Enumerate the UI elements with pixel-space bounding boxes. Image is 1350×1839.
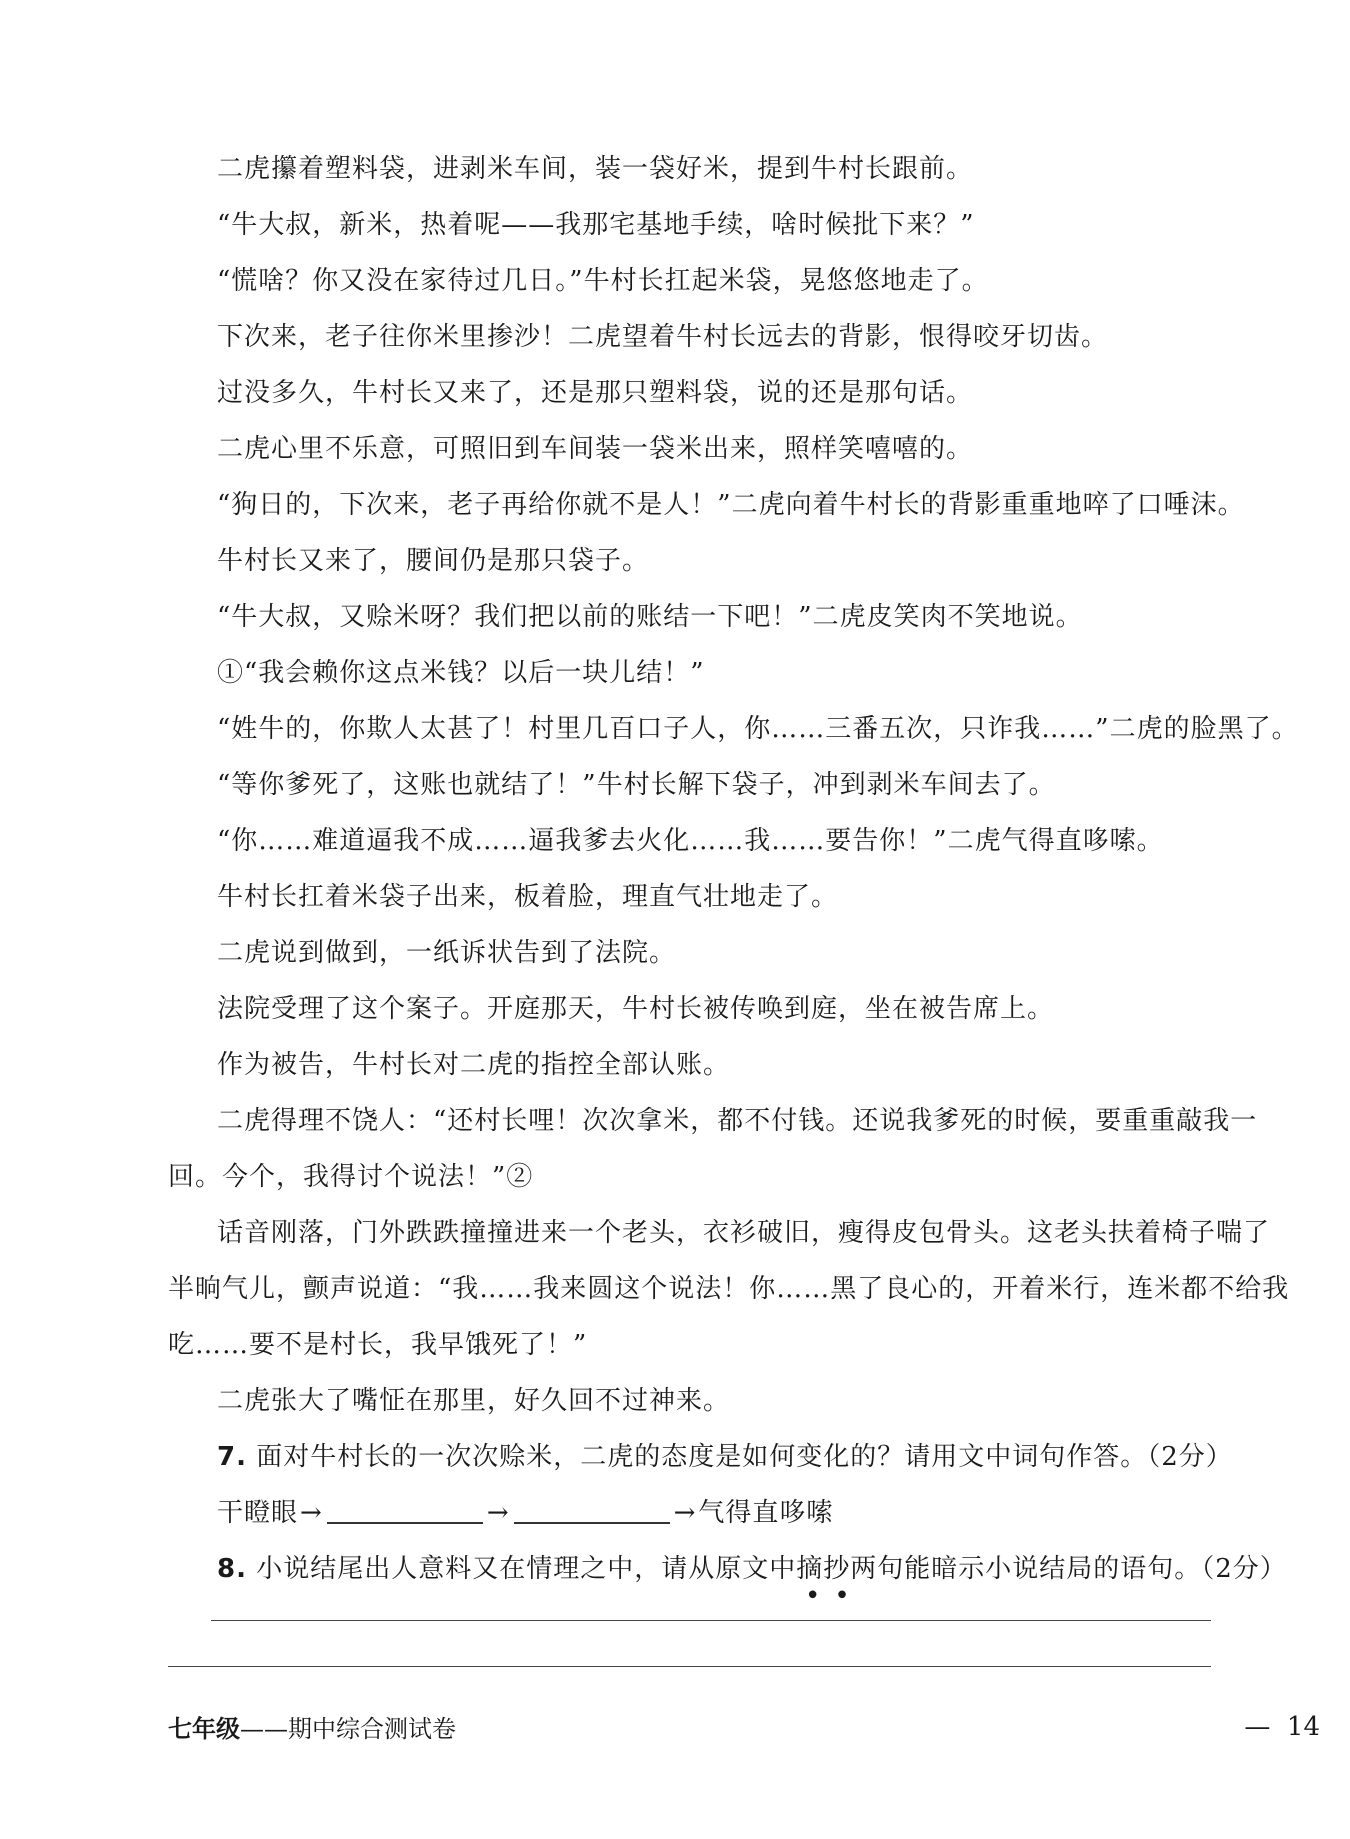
paragraph: “慌啥？你又没在家待过几日。”牛村长扛起米袋，晃悠悠地走了。 [217, 266, 989, 296]
page-number-value: 14 [1286, 1712, 1320, 1742]
paragraph: 二虎说到做到，一纸诉状告到了法院。 [217, 938, 677, 968]
paragraph: 二虎张大了嘴怔在那里，好久回不过神来。 [217, 1386, 731, 1416]
paragraph: 过没多久，牛村长又来了，还是那只塑料袋，说的还是那句话。 [217, 378, 974, 408]
page-number [1244, 1712, 1320, 1742]
arrow-icon: → [673, 1498, 697, 1528]
paragraph-line: 话音刚落，门外跌跌撞撞进来一个老头，衣衫破旧，瘦得皮包骨头。这老头扶着椅子喘了 [217, 1218, 1271, 1248]
question-7 [0, 1440, 1350, 1474]
footer-title [168, 1714, 456, 1744]
answer-start-label: 干瞪眼 [217, 1498, 299, 1528]
answer-blank[interactable] [514, 1498, 670, 1524]
answer-line[interactable] [211, 1620, 1211, 1621]
paragraph: 二虎攥着塑料袋，进剥米车间，装一袋好米，提到牛村长跟前。 [217, 154, 974, 184]
paragraph-line: 半晌气儿，颤声说道：“我……我来圆这个说法！你……黑了良心的，开着米行，连米都不给我 [168, 1274, 1290, 1304]
paragraph: “牛大叔，新米，热着呢——我那宅基地手续，啥时候批下来？” [217, 210, 975, 240]
arrow-icon: → [300, 1498, 323, 1528]
answer-line[interactable] [168, 1666, 1211, 1667]
paragraph: “你……难道逼我不成……逼我爹去火化……我……要告你！”二虎气得直哆嗦。 [217, 826, 1164, 856]
exam-title: ——期中综合测试卷 [240, 1715, 456, 1743]
question-text: 小说结尾出人意料又在情理之中，请从原文中摘抄两句能暗示小说结局的语句。（2分） [256, 1554, 1287, 1584]
paragraph: ①“我会赖你这点米钱？以后一块儿结！” [217, 658, 705, 688]
answer-blank[interactable] [327, 1498, 483, 1524]
answer-end-label: 气得直哆嗦 [698, 1498, 834, 1528]
paragraph: 作为被告，牛村长对二虎的指控全部认账。 [217, 1050, 731, 1080]
page-dash: — [1244, 1712, 1271, 1742]
paragraph-line: 回。今个，我得讨个说法！”② [168, 1162, 534, 1192]
paragraph: 牛村长扛着米袋子出来，板着脸，理直气壮地走了。 [217, 882, 839, 912]
question-8 [0, 1552, 1350, 1586]
paragraph: “等你爹死了，这账也就结了！”牛村长解下袋子，冲到剥米车间去了。 [217, 770, 1056, 800]
paragraph: 牛村长又来了，腰间仍是那只袋子。 [217, 546, 650, 576]
paragraph: 下次来，老子往你米里掺沙！二虎望着牛村长远去的背影，恨得咬牙切齿。 [217, 322, 1109, 352]
emphasis-dots: •• [805, 1581, 864, 1611]
grade-label: 七年级 [168, 1715, 240, 1743]
arrow-icon: → [486, 1498, 510, 1528]
paragraph: 二虎心里不乐意，可照旧到车间装一袋米出来，照样笑嘻嘻的。 [217, 434, 974, 464]
paragraph: “牛大叔，又赊米呀？我们把以前的账结一下吧！”二虎皮笑肉不笑地说。 [217, 602, 1083, 632]
paragraph: “狗日的，下次来，老子再给你就不是人！”二虎向着牛村长的背影重重地啐了口唾沫。 [217, 490, 1245, 520]
question-7-answer-row [0, 1496, 1350, 1530]
paragraph-line: 吃……要不是村长，我早饿死了！” [168, 1330, 588, 1360]
question-number: 8. [217, 1554, 247, 1584]
question-text: 面对牛村长的一次次赊米，二虎的态度是如何变化的？请用文中词句作答。（2分） [256, 1442, 1233, 1472]
paragraph: 法院受理了这个案子。开庭那天，牛村长被传唤到庭，坐在被告席上。 [217, 994, 1055, 1024]
question-number: 7. [217, 1442, 247, 1472]
paragraph: “姓牛的，你欺人太甚了！村里几百口子人，你……三番五次，只诈我……”二虎的脸黑了。 [217, 714, 1299, 744]
paragraph-line: 二虎得理不饶人：“还村长哩！次次拿米，都不付钱。还说我爹死的时候，要重重敲我一 [217, 1106, 1258, 1136]
